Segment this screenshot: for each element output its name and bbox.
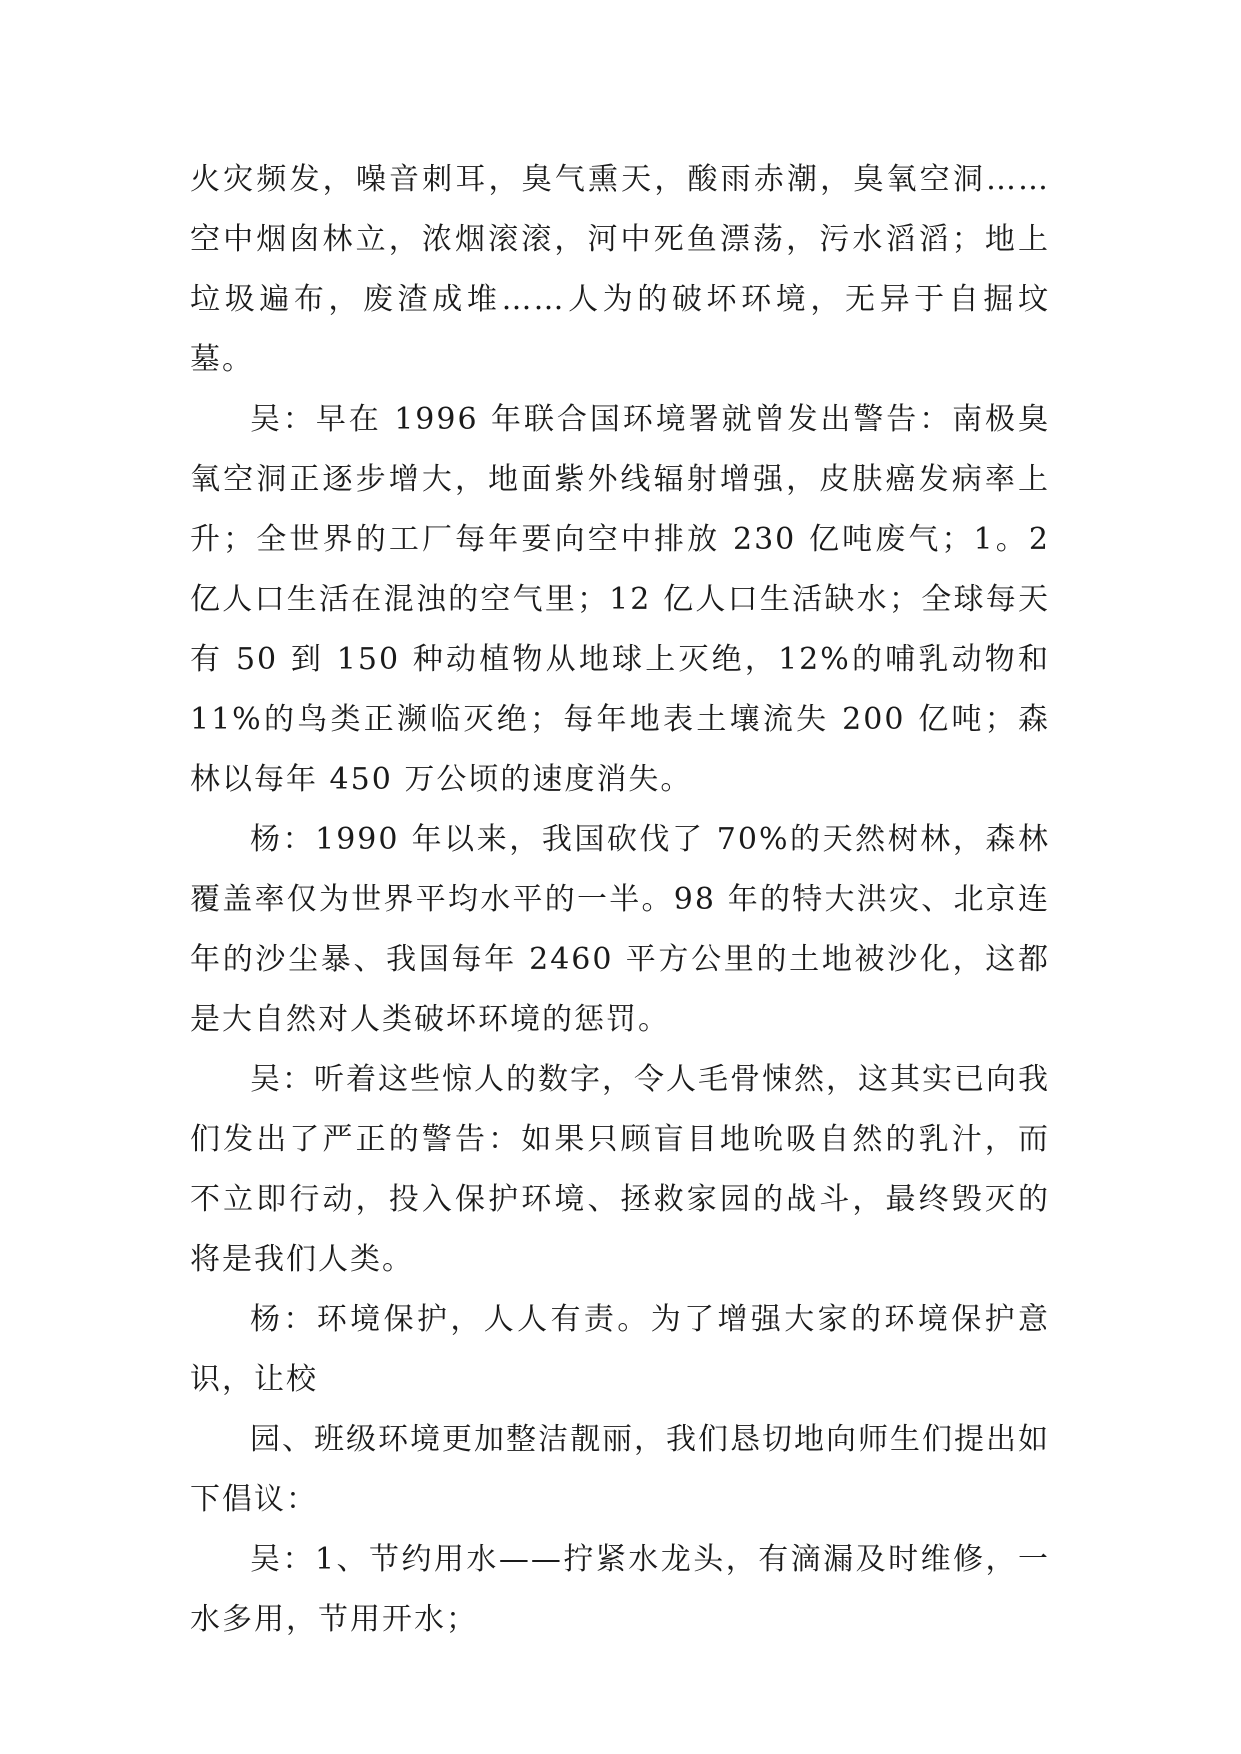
paragraph-wu-un-warning: 吴：早在 1996 年联合国环境署就曾发出警告：南极臭氧空洞正逐步增大，地面紫外线辐射增强，皮肤癌发病率上升；全世界的工厂每年要向空中排放 230 亿吨废气；1。2 亿人口生活在混浊的空气里；12 亿人口生活缺水；全球每天有 50 到 150 种动植物从地球上灭绝，12%的哺乳动物和 11%的鸟类正濒临灭绝；每年地表土壤流失 200 亿吨；森林以每年 450 万公顷的速度消失。 <box>190 402 1050 797</box>
paragraph-campus-proposal: 园、班级环境更加整洁靓丽，我们恳切地向师生们提出如下倡议： <box>190 1422 1050 1517</box>
paragraph-yang-deforestation: 杨：1990 年以来，我国砍伐了 70%的天然树林，森林覆盖率仅为世界平均水平的一半。98 年的特大洪灾、北京连年的沙尘暴、我国每年 2460 平方公里的土地被沙化，这都是大自然对人类破坏环境的惩罚。 <box>190 822 1050 1037</box>
paragraph-wu-alarming-numbers: 吴：听着这些惊人的数字，令人毛骨悚然，这其实已向我们发出了严正的警告：如果只顾盲目地吮吸自然的乳汁，而不立即行动，投入保护环境、拯救家园的战斗，最终毁灭的将是我们人类。 <box>190 1062 1050 1277</box>
document-page <box>190 150 1050 1650</box>
paragraph-yang-responsibility: 杨：环境保护，人人有责。为了增强大家的环境保护意识，让校 <box>190 1302 1050 1397</box>
paragraph-wu-save-water: 吴：1、节约用水——拧紧水龙头，有滴漏及时维修，一水多用，节用开水； <box>190 1542 1050 1637</box>
paragraph-pollution-intro: 火灾频发，噪音刺耳，臭气熏天，酸雨赤潮，臭氧空洞……空中烟囱林立，浓烟滚滚，河中死鱼漂荡，污水滔滔；地上垃圾遍布，废渣成堆……人为的破坏环境，无异于自掘坟墓。 <box>190 162 1050 377</box>
